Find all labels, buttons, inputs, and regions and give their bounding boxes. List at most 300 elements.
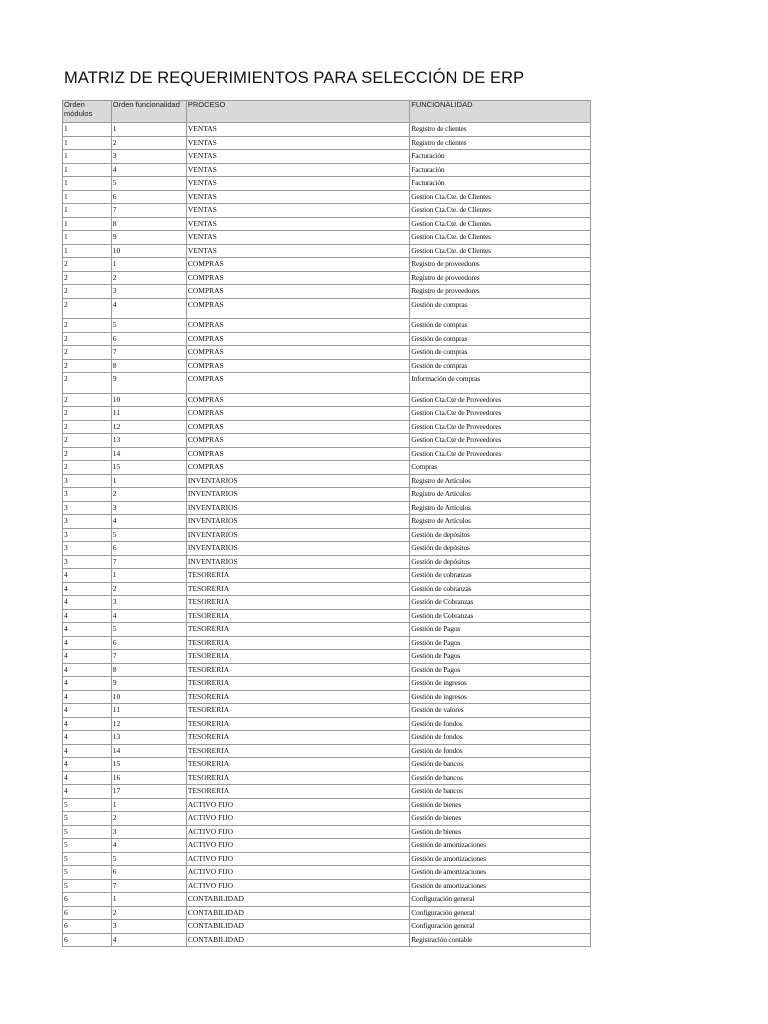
table-row [63,866,591,880]
cell-orden-funcionalidad: 5 [111,528,186,542]
cell-proceso: INVENTARIOS [186,528,409,542]
cell-orden-modulo: 2 [63,258,112,272]
cell-orden-modulo: 4 [63,569,112,583]
cell-orden-funcionalidad: 8 [111,663,186,677]
cell-orden-modulo: 5 [63,798,112,812]
cell-orden-modulo: 3 [63,488,112,502]
table-row [63,136,591,150]
column-header-funcionalidad: FUNCIONALIDAD [410,101,591,123]
cell-orden-modulo: 5 [63,866,112,880]
cell-funcionalidad: Gestión de fondos [410,717,591,731]
cell-orden-modulo: 4 [63,663,112,677]
cell-funcionalidad: Gestión de amortizaciones [410,839,591,853]
cell-funcionalidad: Registro de Artículos [410,501,591,515]
cell-orden-funcionalidad: 4 [111,933,186,947]
cell-orden-modulo: 4 [63,623,112,637]
cell-proceso: COMPRAS [186,258,409,272]
cell-orden-funcionalidad: 3 [111,920,186,934]
cell-orden-modulo: 1 [63,244,112,258]
table-row [63,744,591,758]
cell-orden-modulo: 4 [63,717,112,731]
cell-orden-funcionalidad: 6 [111,636,186,650]
cell-orden-modulo: 4 [63,785,112,799]
table-row [63,825,591,839]
table-body [63,123,591,947]
table-row [63,420,591,434]
table-row [63,663,591,677]
cell-proceso: ACTIVO FIJO [186,852,409,866]
table-row [63,690,591,704]
table-row [63,717,591,731]
cell-orden-modulo: 5 [63,839,112,853]
cell-orden-modulo: 5 [63,825,112,839]
table-row [63,204,591,218]
cell-funcionalidad: Gestion Cta.Cte de Proveedores [410,407,591,421]
column-header-orden-modulos: Orden módulos [63,101,112,123]
cell-orden-funcionalidad: 2 [111,136,186,150]
cell-proceso: TESORERIA [186,758,409,772]
cell-proceso: COMPRAS [186,359,409,373]
cell-proceso: VENTAS [186,204,409,218]
cell-orden-modulo: 4 [63,677,112,691]
cell-orden-funcionalidad: 7 [111,879,186,893]
cell-orden-funcionalidad: 13 [111,731,186,745]
table-row [63,812,591,826]
cell-orden-funcionalidad: 1 [111,798,186,812]
table-row [63,879,591,893]
cell-orden-funcionalidad: 3 [111,596,186,610]
cell-orden-modulo: 3 [63,555,112,569]
table-row [63,346,591,360]
cell-proceso: TESORERIA [186,596,409,610]
cell-orden-modulo: 1 [63,136,112,150]
table-row [63,677,591,691]
cell-proceso: TESORERIA [186,771,409,785]
cell-orden-funcionalidad: 10 [111,244,186,258]
table-row [63,555,591,569]
cell-proceso: COMPRAS [186,373,409,394]
cell-proceso: COMPRAS [186,271,409,285]
cell-orden-modulo: 6 [63,893,112,907]
cell-orden-funcionalidad: 10 [111,690,186,704]
cell-orden-modulo: 1 [63,150,112,164]
cell-proceso: VENTAS [186,123,409,137]
cell-funcionalidad: Gestion Cta.Cte de Proveedores [410,393,591,407]
cell-funcionalidad: Gestión de Pagos [410,623,591,637]
cell-proceso: TESORERIA [186,623,409,637]
cell-orden-funcionalidad: 2 [111,812,186,826]
table-row [63,758,591,772]
cell-proceso: TESORERIA [186,636,409,650]
cell-funcionalidad: Gestion Cta.Cte de Proveedores [410,434,591,448]
cell-orden-funcionalidad: 9 [111,373,186,394]
cell-orden-modulo: 6 [63,933,112,947]
cell-proceso: TESORERIA [186,704,409,718]
cell-orden-funcionalidad: 4 [111,839,186,853]
cell-orden-modulo: 3 [63,528,112,542]
cell-funcionalidad: Registro de clientes [410,123,591,137]
table-row [63,332,591,346]
cell-funcionalidad: Configuración general [410,893,591,907]
table-row [63,373,591,394]
cell-orden-funcionalidad: 4 [111,609,186,623]
table-row [63,623,591,637]
table-row [63,650,591,664]
cell-orden-funcionalidad: 5 [111,319,186,333]
cell-funcionalidad: Gestión de compras [410,298,591,319]
cell-orden-modulo: 4 [63,771,112,785]
table-row [63,785,591,799]
cell-proceso: INVENTARIOS [186,488,409,502]
cell-orden-funcionalidad: 3 [111,825,186,839]
cell-funcionalidad: Gestion Cta.Cte. de Clientes [410,244,591,258]
cell-orden-funcionalidad: 5 [111,623,186,637]
cell-proceso: TESORERIA [186,785,409,799]
table-row [63,542,591,556]
cell-proceso: COMPRAS [186,420,409,434]
table-row [63,231,591,245]
cell-orden-modulo: 1 [63,217,112,231]
cell-orden-modulo: 6 [63,920,112,934]
cell-orden-funcionalidad: 4 [111,163,186,177]
cell-proceso: COMPRAS [186,461,409,475]
cell-proceso: TESORERIA [186,744,409,758]
cell-funcionalidad: Gestión de amortizaciones [410,866,591,880]
table-row [63,163,591,177]
cell-orden-funcionalidad: 6 [111,866,186,880]
cell-funcionalidad: Registración contable [410,933,591,947]
cell-orden-funcionalidad: 4 [111,515,186,529]
cell-funcionalidad: Registro de Artículos [410,515,591,529]
cell-proceso: INVENTARIOS [186,555,409,569]
cell-orden-modulo: 4 [63,690,112,704]
cell-funcionalidad: Facturación [410,177,591,191]
cell-orden-funcionalidad: 13 [111,434,186,448]
cell-orden-modulo: 4 [63,582,112,596]
cell-proceso: CONTABILIDAD [186,893,409,907]
cell-orden-funcionalidad: 10 [111,393,186,407]
cell-funcionalidad: Gestión de amortizaciones [410,879,591,893]
cell-orden-modulo: 2 [63,434,112,448]
cell-proceso: TESORERIA [186,569,409,583]
table-row [63,271,591,285]
table-row [63,447,591,461]
cell-orden-modulo: 4 [63,758,112,772]
cell-orden-modulo: 4 [63,609,112,623]
cell-orden-modulo: 3 [63,542,112,556]
cell-orden-funcionalidad: 12 [111,420,186,434]
cell-proceso: VENTAS [186,217,409,231]
cell-funcionalidad: Registro de Artículos [410,488,591,502]
cell-orden-funcionalidad: 14 [111,744,186,758]
cell-proceso: TESORERIA [186,677,409,691]
cell-orden-funcionalidad: 6 [111,190,186,204]
table-row [63,244,591,258]
table-row [63,359,591,373]
cell-orden-funcionalidad: 1 [111,258,186,272]
cell-orden-funcionalidad: 1 [111,569,186,583]
cell-proceso: INVENTARIOS [186,542,409,556]
cell-proceso: VENTAS [186,190,409,204]
cell-proceso: COMPRAS [186,332,409,346]
table-row [63,488,591,502]
cell-orden-funcionalidad: 9 [111,677,186,691]
table-row [63,704,591,718]
cell-orden-funcionalidad: 1 [111,123,186,137]
cell-funcionalidad: Gestión de compras [410,319,591,333]
cell-funcionalidad: Gestión de Cobranzas [410,609,591,623]
cell-proceso: VENTAS [186,163,409,177]
cell-orden-modulo: 5 [63,812,112,826]
cell-proceso: VENTAS [186,150,409,164]
table-row [63,798,591,812]
cell-proceso: CONTABILIDAD [186,933,409,947]
cell-funcionalidad: Gestión de fondos [410,731,591,745]
table-row [63,933,591,947]
cell-orden-modulo: 4 [63,650,112,664]
cell-orden-modulo: 1 [63,231,112,245]
cell-funcionalidad: Gestión de depósitos [410,555,591,569]
table-row [63,298,591,319]
cell-funcionalidad: Gestión de bienes [410,798,591,812]
cell-proceso: COMPRAS [186,285,409,299]
cell-proceso: INVENTARIOS [186,515,409,529]
cell-orden-funcionalidad: 7 [111,204,186,218]
cell-funcionalidad: Gestión de Pagos [410,636,591,650]
table-row [63,771,591,785]
table-row [63,474,591,488]
cell-funcionalidad: Gestión de bienes [410,825,591,839]
cell-orden-modulo: 2 [63,319,112,333]
cell-orden-funcionalidad: 7 [111,346,186,360]
document-title: MATRIZ DE REQUERIMIENTOS PARA SELECCIÓN DE ERP [64,69,525,87]
cell-proceso: ACTIVO FIJO [186,825,409,839]
cell-funcionalidad: Configuración general [410,920,591,934]
cell-orden-modulo: 4 [63,704,112,718]
column-header-orden-funcionalidad: Orden funcionalidad [111,101,186,123]
cell-orden-modulo: 3 [63,474,112,488]
cell-funcionalidad: Gestion Cta.Cte. de Clientes [410,231,591,245]
cell-orden-funcionalidad: 12 [111,717,186,731]
cell-orden-modulo: 6 [63,906,112,920]
cell-funcionalidad: Gestión de compras [410,346,591,360]
cell-proceso: ACTIVO FIJO [186,839,409,853]
cell-orden-funcionalidad: 1 [111,474,186,488]
cell-proceso: TESORERIA [186,690,409,704]
cell-funcionalidad: Gestión de fondos [410,744,591,758]
cell-funcionalidad: Registro de proveedores [410,271,591,285]
cell-funcionalidad: Gestión de amortizaciones [410,852,591,866]
cell-funcionalidad: Gestion Cta.Cte. de Clientes [410,217,591,231]
cell-funcionalidad: Gestión de depósitos [410,542,591,556]
cell-orden-modulo: 4 [63,744,112,758]
cell-proceso: COMPRAS [186,407,409,421]
table-row [63,893,591,907]
cell-orden-funcionalidad: 2 [111,271,186,285]
cell-funcionalidad: Gestión de Pagos [410,663,591,677]
cell-orden-modulo: 2 [63,393,112,407]
table-row [63,920,591,934]
cell-proceso: VENTAS [186,177,409,191]
cell-proceso: ACTIVO FIJO [186,812,409,826]
cell-proceso: VENTAS [186,244,409,258]
cell-funcionalidad: Registro de Artículos [410,474,591,488]
cell-funcionalidad: Gestión de bancos [410,758,591,772]
cell-funcionalidad: Gestion Cta.Cte de Proveedores [410,447,591,461]
cell-proceso: COMPRAS [186,319,409,333]
cell-funcionalidad: Información de compras [410,373,591,394]
cell-proceso: COMPRAS [186,346,409,360]
cell-funcionalidad: Facturación [410,163,591,177]
cell-orden-funcionalidad: 6 [111,542,186,556]
cell-orden-modulo: 4 [63,636,112,650]
cell-orden-funcionalidad: 4 [111,298,186,319]
cell-proceso: ACTIVO FIJO [186,798,409,812]
cell-orden-funcionalidad: 2 [111,582,186,596]
cell-funcionalidad: Facturación [410,150,591,164]
table-row [63,839,591,853]
requirements-table [62,100,591,947]
cell-orden-funcionalidad: 2 [111,488,186,502]
table-row [63,434,591,448]
cell-orden-funcionalidad: 11 [111,407,186,421]
cell-orden-modulo: 4 [63,596,112,610]
cell-orden-funcionalidad: 7 [111,650,186,664]
cell-orden-funcionalidad: 3 [111,285,186,299]
table-row [63,852,591,866]
table-row [63,528,591,542]
cell-orden-modulo: 2 [63,420,112,434]
cell-orden-modulo: 3 [63,501,112,515]
table-row [63,123,591,137]
cell-funcionalidad: Registro de proveedores [410,258,591,272]
cell-orden-funcionalidad: 3 [111,150,186,164]
table-row [63,501,591,515]
table-row [63,596,591,610]
cell-funcionalidad: Gestión de compras [410,332,591,346]
cell-funcionalidad: Registro de clientes [410,136,591,150]
cell-orden-funcionalidad: 14 [111,447,186,461]
cell-orden-funcionalidad: 9 [111,231,186,245]
cell-orden-funcionalidad: 8 [111,217,186,231]
cell-orden-modulo: 3 [63,515,112,529]
cell-proceso: CONTABILIDAD [186,906,409,920]
column-header-proceso: PROCESO [186,101,409,123]
cell-proceso: VENTAS [186,231,409,245]
cell-funcionalidad: Gestion Cta.Cte. de Clientes [410,190,591,204]
cell-orden-modulo: 2 [63,298,112,319]
cell-funcionalidad: Gestión de cobranzas [410,582,591,596]
cell-orden-modulo: 2 [63,332,112,346]
cell-orden-funcionalidad: 15 [111,461,186,475]
cell-orden-modulo: 5 [63,879,112,893]
cell-proceso: ACTIVO FIJO [186,866,409,880]
cell-funcionalidad: Gestión de ingresos [410,677,591,691]
cell-proceso: COMPRAS [186,393,409,407]
table-row [63,150,591,164]
cell-proceso: TESORERIA [186,582,409,596]
cell-orden-funcionalidad: 11 [111,704,186,718]
cell-funcionalidad: Registro de proveedores [410,285,591,299]
cell-orden-modulo: 2 [63,373,112,394]
cell-orden-modulo: 2 [63,346,112,360]
table-row [63,177,591,191]
cell-funcionalidad: Gestión de valores [410,704,591,718]
cell-proceso: ACTIVO FIJO [186,879,409,893]
cell-orden-modulo: 2 [63,359,112,373]
cell-orden-funcionalidad: 1 [111,893,186,907]
cell-proceso: COMPRAS [186,447,409,461]
cell-orden-modulo: 1 [63,177,112,191]
table-row [63,258,591,272]
table-row [63,582,591,596]
cell-orden-modulo: 2 [63,271,112,285]
table-row [63,319,591,333]
table-row [63,407,591,421]
cell-orden-modulo: 2 [63,285,112,299]
cell-orden-modulo: 2 [63,407,112,421]
cell-funcionalidad: Gestión de bancos [410,785,591,799]
cell-funcionalidad: Gestion Cta.Cte. de Clientes [410,204,591,218]
cell-funcionalidad: Gestion Cta.Cte de Proveedores [410,420,591,434]
cell-funcionalidad: Gestión de bienes [410,812,591,826]
cell-funcionalidad: Gestión de compras [410,359,591,373]
cell-funcionalidad: Gestión de Pagos [410,650,591,664]
cell-proceso: INVENTARIOS [186,474,409,488]
table-header-row [63,101,591,123]
cell-orden-funcionalidad: 8 [111,359,186,373]
cell-orden-modulo: 1 [63,190,112,204]
cell-funcionalidad: Compras [410,461,591,475]
cell-orden-modulo: 1 [63,163,112,177]
cell-proceso: VENTAS [186,136,409,150]
cell-proceso: TESORERIA [186,609,409,623]
table-row [63,731,591,745]
cell-proceso: TESORERIA [186,731,409,745]
cell-orden-funcionalidad: 7 [111,555,186,569]
cell-orden-funcionalidad: 3 [111,501,186,515]
cell-orden-funcionalidad: 17 [111,785,186,799]
cell-funcionalidad: Gestión de bancos [410,771,591,785]
table-row [63,515,591,529]
cell-orden-modulo: 1 [63,204,112,218]
cell-orden-modulo: 4 [63,731,112,745]
cell-orden-modulo: 2 [63,461,112,475]
table-row [63,461,591,475]
cell-funcionalidad: Gestión de depósitos [410,528,591,542]
cell-proceso: CONTABILIDAD [186,920,409,934]
cell-orden-modulo: 1 [63,123,112,137]
cell-funcionalidad: Gestión de Cobranzas [410,596,591,610]
cell-funcionalidad: Gestión de ingresos [410,690,591,704]
cell-orden-funcionalidad: 2 [111,906,186,920]
table-row [63,285,591,299]
cell-funcionalidad: Configuración general [410,906,591,920]
cell-orden-funcionalidad: 15 [111,758,186,772]
cell-orden-funcionalidad: 5 [111,852,186,866]
cell-proceso: COMPRAS [186,298,409,319]
table-row [63,906,591,920]
table-row [63,217,591,231]
cell-proceso: TESORERIA [186,717,409,731]
cell-orden-funcionalidad: 6 [111,332,186,346]
cell-proceso: TESORERIA [186,650,409,664]
table-row [63,569,591,583]
cell-proceso: TESORERIA [186,663,409,677]
cell-orden-funcionalidad: 16 [111,771,186,785]
cell-proceso: INVENTARIOS [186,501,409,515]
cell-orden-modulo: 2 [63,447,112,461]
